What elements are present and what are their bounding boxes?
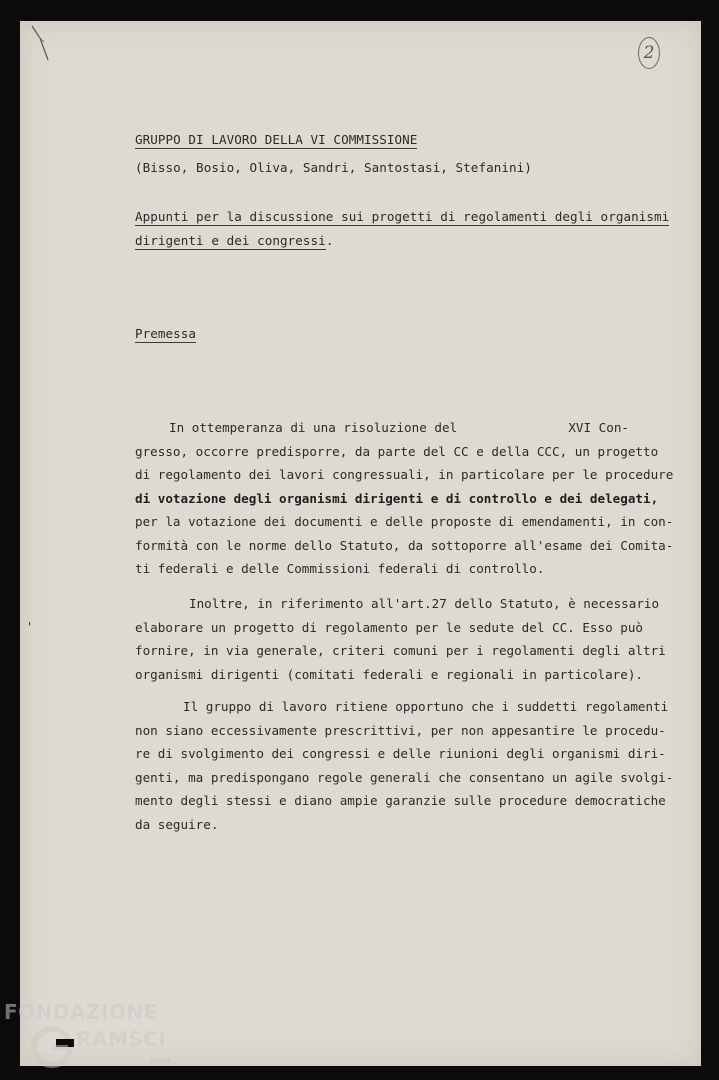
- paragraph-3-line-1: Il gruppo di lavoro ritiene opportuno che i suddetti regolamenti: [183, 699, 669, 714]
- paragraph-2-line-4: organismi dirigenti (comitati federali e regionali in particolare).: [135, 666, 643, 682]
- page-number: 2: [638, 37, 660, 69]
- paragraph-1: [135, 416, 674, 581]
- subject-line-2-text: dirigenti e dei congressi: [135, 233, 326, 248]
- paragraph-3-line-3: re di svolgimento dei congressi e delle riunioni degli organismi diri-: [135, 746, 666, 761]
- p1-first-part: In ottemperanza di una risoluzione del: [169, 420, 458, 435]
- p1-first-tail: XVI Con-: [568, 420, 629, 435]
- paragraph-1-line-4: di votazione degli organismi dirigenti e di controllo e dei delegati,: [135, 490, 659, 506]
- logo-line-2: RAMSCI: [76, 1027, 167, 1051]
- logo-suffix: onlus: [150, 1056, 172, 1065]
- paragraph-2-line-3: fornire, in via generale, criteri comuni per i regolamenti degli altri: [135, 643, 666, 658]
- paragraph-3-line-2: non siano eccessivamente prescrittivi, per non appesantire le procedu-: [135, 722, 666, 738]
- fondazione-gramsci-logo: [4, 1000, 184, 1075]
- paragraph-2-line-2: elaborare un progetto di regolamento per le sedute del CC. Esso può: [135, 619, 643, 635]
- paragraph-3-line-4: genti, ma predispongano regole generali che consentano un agile svolgi-: [135, 769, 674, 785]
- paragraph-1-line-2: gresso, occorre predisporre, da parte del CC e della CCC, un progetto: [135, 443, 659, 459]
- margin-mark: ': [26, 620, 34, 634]
- paragraph-1-line-5: per la votazione dei documenti e delle proposte di emendamenti, in con-: [135, 514, 674, 529]
- subject-line-1: [135, 209, 669, 224]
- subject-period: .: [325, 233, 334, 248]
- subject-line-2: [135, 233, 333, 248]
- document-heading: [135, 132, 417, 147]
- paragraph-1-line-6: formità con le norme dello Statuto, da sottoporre all'esame dei Comita-: [135, 537, 674, 553]
- paragraph-3: [135, 695, 674, 836]
- paragraph-1-line-3: di regolamento dei lavori congressuali, in particolare per le procedure: [135, 467, 674, 482]
- paragraph-1-line-1: [135, 416, 629, 440]
- members-list: (Bisso, Bosio, Oliva, Sandri, Santostasi, Stefanini): [135, 160, 532, 175]
- paragraph-2: [135, 592, 666, 686]
- corner-fold-mark: [30, 24, 54, 64]
- paragraph-2-line-1: Inoltre, in riferimento all'art.27 dello Statuto, è necessario: [189, 596, 660, 611]
- paragraph-3-line-6: da seguire.: [135, 816, 219, 832]
- paragraph-3-line-5: mento degli stessi e diano ampie garanzie sulle procedure democratiche: [135, 793, 666, 808]
- paragraph-1-line-7: ti federali e delle Commissioni federali di controllo.: [135, 561, 545, 576]
- logo-g-circle-icon: [30, 1025, 74, 1069]
- section-title-text: Premessa: [135, 326, 197, 341]
- subject-line-1-text: Appunti per la discussione sui progetti di regolamenti degli organismi: [135, 209, 670, 224]
- heading-text: GRUPPO DI LAVORO DELLA VI COMMISSIONE: [135, 132, 418, 147]
- logo-line-1: FONDAZIONE: [4, 1000, 158, 1024]
- section-title: [135, 326, 196, 341]
